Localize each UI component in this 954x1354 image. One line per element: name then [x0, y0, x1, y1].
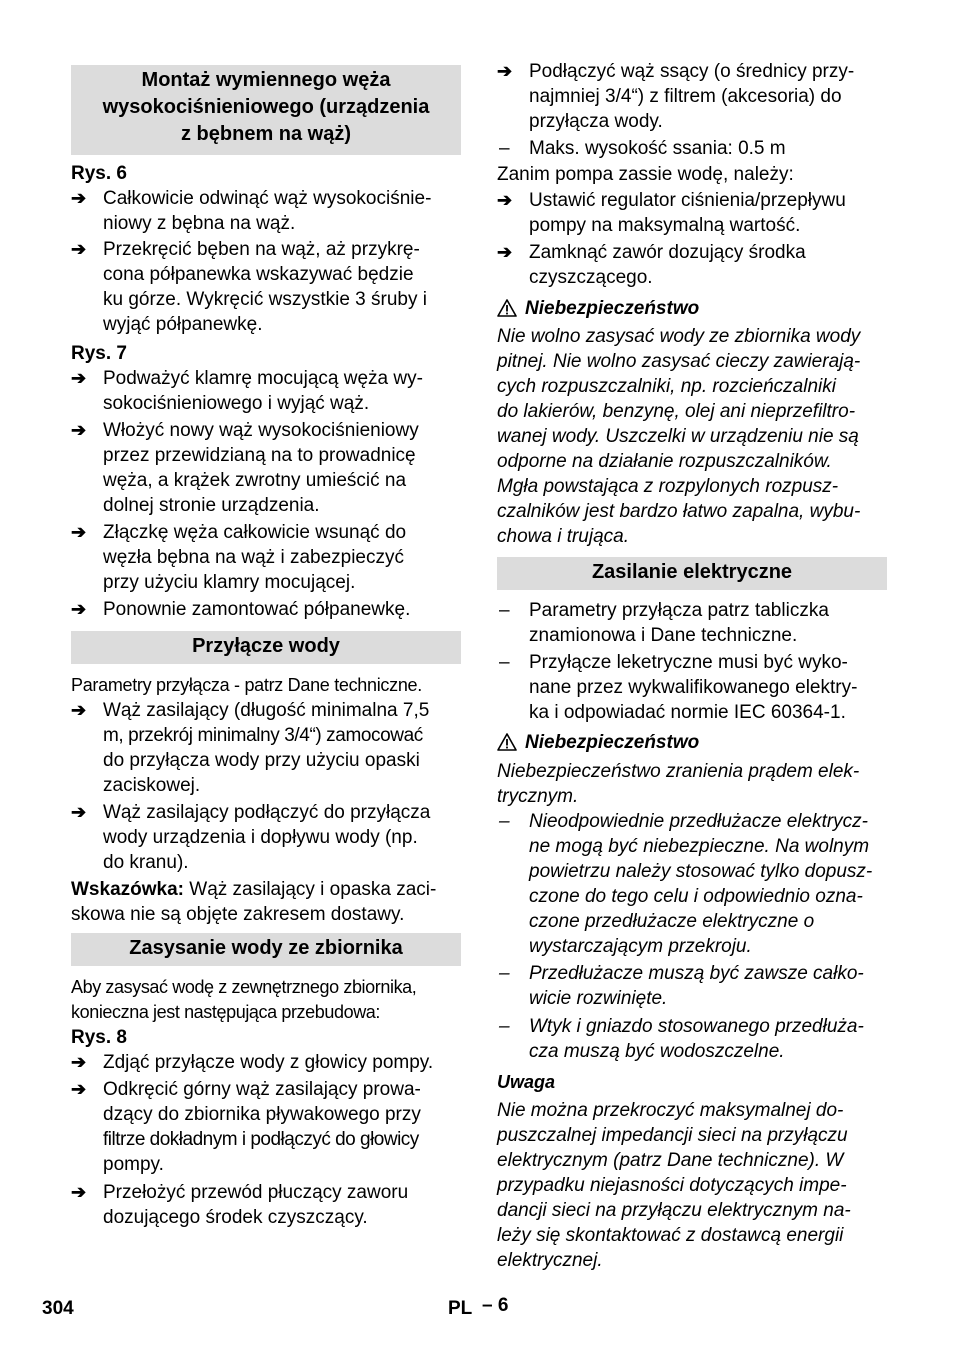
dash-item: [497, 598, 887, 648]
bullet-line: Podłączyć wąż ssący (o średnicy przy-: [529, 61, 855, 82]
bullet-line: najmniej 3/4“) z filtrem (akcesoria) do: [529, 86, 842, 107]
page-number: 304: [42, 1298, 74, 1319]
arrow-right-icon: ➔: [71, 239, 87, 259]
bullet-item: [71, 418, 461, 518]
bullet-line: filtrze dokładnym i podłączyć do głowicy: [103, 1129, 419, 1150]
arrow-right-icon: ➔: [71, 700, 87, 720]
danger-line: trycznym.: [497, 786, 579, 807]
bullet-line: wyjąć półpanewkę.: [103, 314, 263, 335]
bullet-item: [71, 698, 461, 798]
bullet-line: przez przewidzianą na to prowadnicę: [103, 445, 416, 466]
dash-line: Wtyk i gniazdo stosowanego przedłuża-: [529, 1016, 864, 1037]
bullet-item: [71, 366, 461, 416]
bullet-line: cona półpanewka wskazywać będzie: [103, 264, 414, 285]
note-line: puszczalnej impedancji sieci na przyłączu: [497, 1125, 848, 1146]
note-line: elektrycznej.: [497, 1250, 603, 1271]
bullet-item: [497, 240, 887, 290]
bullet-line: węża, a krążek zwrotny umieścić na: [103, 470, 407, 491]
bullet-line: ku górze. Wykręcić wszystkie 3 śruby i: [103, 289, 427, 310]
paragraph-line: konieczna jest następująca przebudowa:: [71, 1002, 381, 1022]
bullet-line: Ustawić regulator ciśnienia/przepływu: [529, 190, 846, 211]
dash-item: [497, 650, 887, 725]
dash-line: powietrzu należy stosować tylko dopusz-: [529, 861, 873, 882]
paragraph: Zanim pompa zassie wodę, należy:: [497, 164, 794, 185]
dash-line: Przyłącze leketryczne musi być wyko-: [529, 652, 848, 673]
danger-heading: [497, 296, 699, 321]
danger-label: Niebezpieczeństwo: [525, 732, 700, 753]
note-line: elektrycznym (patrz Dane techniczne). W: [497, 1150, 844, 1171]
dash-line: wystarczającym przekroju.: [529, 936, 752, 957]
bullet-line: Całkowicie odwinąć wąż wysokociśnie-: [103, 188, 432, 209]
danger-line: wanej wody. Uszczelki w urządzeniu nie są: [497, 426, 859, 447]
bullet-line: Wąż zasilający (długość minimalna 7,5: [103, 700, 430, 721]
bullet-line: Ponownie zamontować półpanewkę.: [103, 599, 411, 620]
dash-item: [497, 961, 887, 1011]
paragraph: [71, 975, 463, 1025]
bullet-line: dolnej stronie urządzenia.: [103, 495, 320, 516]
note-text: skowa nie są objęte zakresem dostawy.: [71, 904, 405, 925]
dash-bullet: –: [499, 138, 510, 159]
bullet-line: węzła bębna na wąż i zabezpieczyć: [103, 547, 405, 568]
dash-line: Nieodpowiednie przedłużacze elektrycz-: [529, 811, 869, 832]
arrow-right-icon: ➔: [71, 1182, 87, 1202]
bullet-line: dzący do zbiornika pływakowego przy: [103, 1104, 421, 1125]
bullet-item: [71, 1077, 461, 1177]
bullet-item: [71, 520, 461, 595]
bullet-line: zaciskowej.: [103, 775, 201, 796]
bullet-line: Odkręcić górny wąż zasilający prowa-: [103, 1079, 421, 1100]
arrow-right-icon: ➔: [71, 188, 87, 208]
note-paragraph: [71, 877, 463, 927]
arrow-right-icon: ➔: [71, 368, 87, 388]
bullet-line: przy użyciu klamry mocującej.: [103, 572, 356, 593]
bullet-line: czyszczącego.: [529, 267, 653, 288]
bullet-item: [71, 237, 461, 337]
note-line: dancji sieci na przyłączu elektrycznym na-: [497, 1200, 851, 1221]
heading-line: Montaż wymiennego węża: [141, 69, 391, 91]
figure-ref: Rys. 7: [71, 343, 127, 364]
arrow-right-icon: ➔: [71, 1052, 87, 1072]
bullet-line: Podważyć klamrę mocującą węża wy-: [103, 368, 423, 389]
dash-line: Maks. wysokość ssania: 0.5 m: [529, 138, 786, 159]
section-heading-power-supply: Zasilanie elektryczne: [497, 557, 887, 590]
bullet-line: niowy z bębna na wąż.: [103, 213, 296, 234]
bullet-item: [71, 1180, 461, 1230]
note-text: Wąż zasilający i opaska zaci-: [183, 879, 437, 900]
bullet-line: Przekręcić bęben na wąż, aż przykrę-: [103, 239, 420, 260]
dash-bullet: –: [499, 963, 510, 984]
dash-bullet: –: [499, 1016, 510, 1037]
bullet-line: do przyłącza wody przy użyciu opaski: [103, 750, 420, 771]
dash-item: [497, 809, 887, 959]
language-code: PL: [448, 1298, 473, 1319]
heading-line: wysokociśnieniowego (urządzenia: [102, 96, 430, 118]
section-heading-hose-replacement: [71, 65, 461, 155]
dash-line: ne mogą być niebezpieczne. Na wolnym: [529, 836, 870, 857]
bullet-line: m, przekrój minimalny 3/4“) zamocować: [103, 725, 423, 746]
arrow-right-icon: ➔: [71, 802, 87, 822]
arrow-right-icon: ➔: [71, 599, 87, 619]
bullet-item: [497, 59, 887, 134]
bullet-line: sokociśnieniowego i wyjąć wąż.: [103, 393, 370, 414]
danger-line: czalników jest bardzo łatwo zapalna, wybu-: [497, 501, 861, 522]
bullet-line: pompy.: [103, 1154, 164, 1175]
note-label: Wskazówka:: [71, 879, 184, 900]
section-heading-water-connection: Przyłącze wody: [71, 631, 461, 664]
danger-line: odporne na działanie rozpuszczalników.: [497, 451, 832, 472]
bullet-item: [71, 597, 461, 622]
dash-bullet: –: [499, 652, 510, 673]
bullet-item: [71, 186, 461, 236]
dash-line: Przedłużacze muszą być zawsze całko-: [529, 963, 864, 984]
bullet-line: pompy na maksymalną wartość.: [529, 215, 801, 236]
dash-line: czone przedłużacze elektryczne o: [529, 911, 815, 932]
note-line: Nie można przekroczyć maksymalnej do-: [497, 1100, 844, 1121]
dash-item: [497, 1014, 887, 1064]
arrow-right-icon: ➔: [71, 1079, 87, 1099]
note-line: przypadku niejasności dotyczących impe-: [497, 1175, 847, 1196]
danger-line: Mgła powstająca z rozpylonych rozpusz-: [497, 476, 839, 497]
danger-heading: [497, 730, 699, 755]
dash-line: ka i odpowiadać normie IEC 60364-1.: [529, 702, 846, 723]
danger-label: Niebezpieczeństwo: [525, 298, 700, 319]
dash-line: wicie rozwinięte.: [529, 988, 668, 1009]
warning-triangle-icon: [497, 299, 517, 317]
bullet-line: Włożyć nowy wąż wysokociśnieniowy: [103, 420, 419, 441]
bullet-line: przyłącza wody.: [529, 111, 663, 132]
dash-line: czone do tego celu i odpowiednio ozna-: [529, 886, 863, 907]
warning-triangle-icon: [497, 733, 517, 751]
bullet-item: [497, 188, 887, 238]
bullet-line: Wąż zasilający podłączyć do przyłącza: [103, 802, 431, 823]
paragraph-line: Aby zasysać wodę z zewnętrznego zbiornika,: [71, 977, 417, 997]
dash-item: [497, 136, 887, 161]
bullet-line: wody urządzenia i dopływu wody (np.: [103, 827, 418, 848]
bullet-line: Zdjąć przyłącze wody z głowicy pompy.: [103, 1052, 434, 1073]
note-text: [497, 1098, 889, 1273]
bullet-line: Przełożyć przewód płuczący zaworu: [103, 1182, 409, 1203]
arrow-right-icon: ➔: [71, 420, 87, 440]
bullet-line: Złączkę węża całkowicie wsunąć do: [103, 522, 407, 543]
heading-line: z bębnem na wąż): [180, 123, 352, 145]
dash-line: nane przez wykwalifikowanego elektry-: [529, 677, 858, 698]
danger-line: Niebezpieczeństwo zranienia prądem elek-: [497, 761, 860, 782]
dash-bullet: –: [499, 600, 510, 621]
bullet-item: [71, 800, 461, 875]
danger-text: [497, 759, 889, 809]
danger-line: do lakierów, benzynę, olej ani nieprzefiltro-: [497, 401, 856, 422]
figure-ref: Rys. 6: [71, 163, 127, 184]
section-heading-tank-suction: Zasysanie wody ze zbiornika: [71, 933, 461, 966]
figure-ref: Rys. 8: [71, 1027, 127, 1048]
danger-line: chowa i trująca.: [497, 526, 630, 547]
paragraph: Parametry przyłącza - patrz Dane techniczne.: [71, 675, 422, 695]
dash-line: znamionowa i Dane techniczne.: [529, 625, 798, 646]
arrow-right-icon: ➔: [497, 61, 513, 81]
danger-text: [497, 324, 889, 549]
dash-bullet: –: [499, 811, 510, 832]
bullet-item: [71, 1050, 461, 1075]
arrow-right-icon: ➔: [71, 522, 87, 542]
bullet-line: Zamknąć zawór dozujący środka: [529, 242, 806, 263]
bullet-line: dozującego środek czyszczący.: [103, 1207, 368, 1228]
arrow-right-icon: ➔: [497, 242, 513, 262]
section-page: – 6: [482, 1295, 509, 1316]
bullet-line: do kranu).: [103, 852, 189, 873]
dash-line: cza muszą być wodoszczelne.: [529, 1041, 785, 1062]
dash-line: Parametry przyłącza patrz tabliczka: [529, 600, 829, 621]
note-heading: Uwaga: [497, 1072, 556, 1092]
note-line: leży się skontaktować z dostawcą energii: [497, 1225, 844, 1246]
danger-line: cych rozpuszczalniki, np. rozcieńczalniki: [497, 376, 836, 397]
danger-line: Nie wolno zasysać wody ze zbiornika wody: [497, 326, 861, 347]
danger-line: pitnej. Nie wolno zasysać cieczy zawierają-: [497, 351, 861, 372]
arrow-right-icon: ➔: [497, 190, 513, 210]
